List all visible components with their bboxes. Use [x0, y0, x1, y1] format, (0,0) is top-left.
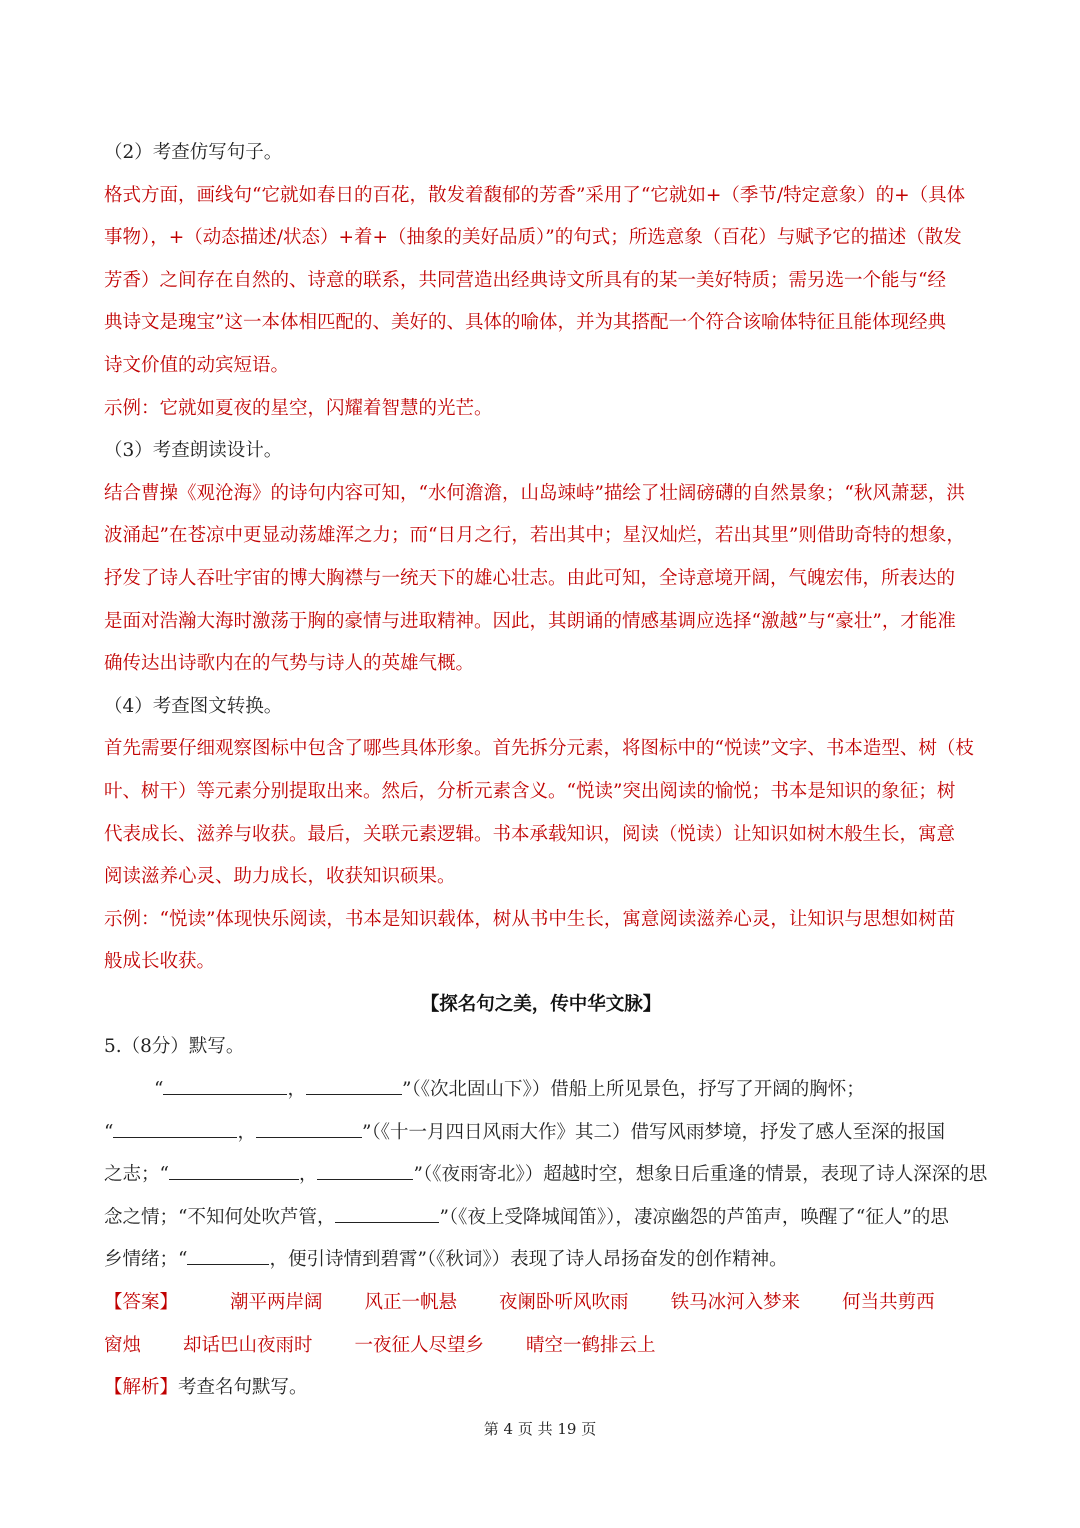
answer-blank [113, 1115, 237, 1138]
explanation-line: 事物），+（动态描述/状态）+着+（抽象的美好品质）”的句式；所选意象（百花）与赋予它的描述（散发 [104, 227, 962, 249]
page-content [104, 132, 988, 1410]
explanation-line: 结合曹操《观沧海》的诗句内容可知，“水何澹澹，山岛竦峙”描绘了壮阔磅礴的自然景象；“秋风萧瑟，洪 [104, 482, 965, 504]
answer-blank [256, 1115, 362, 1138]
section-heading: 【探名句之美，传中华文脉】 [420, 993, 662, 1015]
answer-line [104, 1282, 978, 1325]
explanation-line: 诗文价值的动宾短语。 [104, 354, 290, 376]
answer-item: 窗烛 [104, 1334, 142, 1356]
example-line: 般成长收获。 [104, 951, 216, 973]
answer-item: 何当共剪西 [842, 1292, 935, 1314]
answer-item: 铁马冰河入梦来 [670, 1292, 801, 1314]
answer-item: 一夜征人尽望乡 [354, 1334, 485, 1356]
explanation-line: 是面对浩瀚大海时激荡于胸的豪情与进取精神。因此，其朗诵的情感基调应选择“激越”与“豪壮”，才能准 [104, 610, 956, 632]
explanation-line: 抒发了诗人吞吐宇宙的博大胸襟与一统天下的雄心壮志。由此可知，全诗意境开阔，气魄宏伟，所表达的 [104, 567, 956, 589]
explanation-line: 阅读滋养心灵、助力成长，收获知识硕果。 [104, 866, 456, 888]
answer-item: 风正一帆悬 [364, 1292, 458, 1314]
explanation-line: 波涌起”在苍凉中更显动荡雄浑之力；而“日月之行，若出其中；星汉灿烂，若出其里”则借助奇特的想象， [104, 525, 965, 547]
answer-blank [317, 1157, 413, 1180]
answer-label: 【答案】 [104, 1292, 179, 1314]
fill-blank-line: 乡情绪；“ ，便引诗情到碧霄”（《秋词》）表现了诗人昂扬奋发的创作精神。 [104, 1239, 978, 1282]
page-footer: 第 4 页 共 19 页 [483, 1420, 597, 1438]
answer-blank [187, 1242, 269, 1265]
fill-blank-line: “ ， ”（《十一月四日风雨大作》其二）借写风雨梦境，抒发了感人至深的报国 [104, 1112, 978, 1155]
analysis-label: 【解析】 [104, 1377, 179, 1399]
answer-blank [169, 1157, 299, 1180]
question-5-title: 5.（8分）默写。 [104, 1036, 245, 1058]
answer-line [104, 1325, 978, 1368]
explanation-line: 确传达出诗歌内在的气势与诗人的英雄气概。 [104, 653, 475, 675]
answer-blank [306, 1072, 402, 1095]
fill-blank-line: 之志；“ ， ”（《夜雨寄北》）超越时空，想象日后重逢的情景，表现了诗人深深的思 [104, 1154, 978, 1197]
fill-blank-line: “ ， ”（《次北固山下》）借船上所见景色，抒写了开阔的胸怀； [104, 1069, 978, 1112]
answer-blank [163, 1072, 287, 1095]
explanation-line: 典诗文是瑰宝”这一本体相匹配的、美好的、具体的喻体，并为其搭配一个符合该喻体特征且能体现经典 [104, 312, 946, 334]
subsection-2-title: （2）考查仿写句子。 [104, 142, 283, 163]
explanation-line: 芳香）之间存在自然的、诗意的联系，共同营造出经典诗文所具有的某一美好特质；需另选一个能与“经 [104, 269, 946, 291]
example-line: 示例：它就如夏夜的星空，闪耀着智慧的光芒。 [104, 397, 493, 419]
answer-item: 潮平两岸阔 [230, 1292, 323, 1314]
explanation-line: 首先需要仔细观察图标中包含了哪些具体形象。首先拆分元素，将图标中的“悦读”文字、书本造型、树（枝 [104, 738, 974, 760]
answer-item: 晴空一鹤排云上 [526, 1334, 656, 1356]
analysis-line [104, 1367, 978, 1410]
answer-item: 夜阑卧听风吹雨 [499, 1292, 629, 1314]
answer-item: 却话巴山夜雨时 [183, 1334, 313, 1356]
explanation-line: 代表成长、滋养与收获。最后，关联元素逻辑。书本承载知识，阅读（悦读）让知识如树木般生长，寓意 [104, 823, 956, 845]
subsection-4-title: （4）考查图文转换。 [104, 695, 283, 717]
explanation-line: 格式方面，画线句“它就如春日的百花，散发着馥郁的芳香”采用了“它就如+（季节/特定意象）的+（具体 [104, 184, 966, 206]
example-line: 示例：“悦读”体现快乐阅读，书本是知识载体，树从书中生长，寓意阅读滋养心灵，让知识与思想如树苗 [104, 908, 956, 930]
explanation-line: 叶、树干）等元素分别提取出来。然后，分析元素含义。“悦读”突出阅读的愉悦；书本是知识的象征；树 [104, 780, 956, 802]
answer-blank [335, 1200, 439, 1223]
analysis-text: 考查名句默写。 [178, 1377, 308, 1399]
subsection-3-title: （3）考查朗读设计。 [104, 440, 283, 462]
fill-blank-line: 念之情；“不知何处吹芦管， ”（《夜上受降城闻笛》），凄凉幽怨的芦笛声，唤醒了“征人”的思 [104, 1197, 978, 1240]
